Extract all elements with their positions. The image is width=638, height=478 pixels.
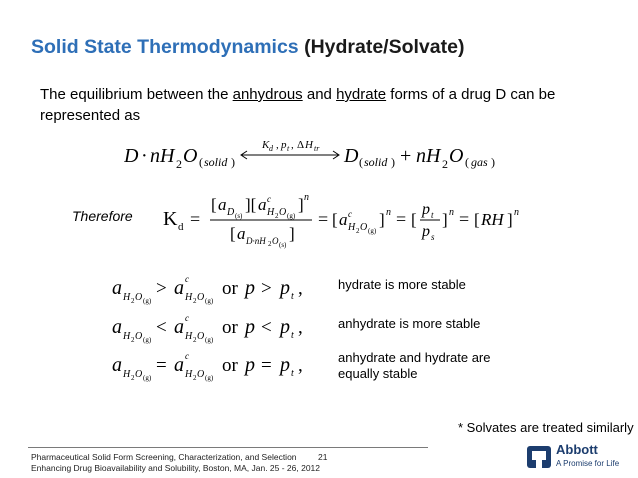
svg-text:]: ] xyxy=(289,224,295,243)
svg-text:c: c xyxy=(267,194,271,204)
svg-text:[: [ xyxy=(211,195,217,214)
svg-text:>: > xyxy=(156,278,167,299)
svg-text:,: , xyxy=(298,355,303,376)
svg-text:>: > xyxy=(261,278,272,299)
svg-text:]: ] xyxy=(298,195,304,214)
svg-text:,: , xyxy=(291,139,294,151)
svg-text:O: O xyxy=(135,331,143,342)
svg-text:2: 2 xyxy=(268,240,272,248)
svg-text:or: or xyxy=(222,355,238,376)
svg-text:O: O xyxy=(197,292,205,303)
svg-text:=: = xyxy=(261,355,272,376)
svg-text:(s): (s) xyxy=(235,212,243,220)
svg-text:]: ] xyxy=(507,210,513,229)
intro-part1: The equilibrium between the xyxy=(40,86,233,103)
condition-row-1 xyxy=(112,270,632,310)
svg-text:]: ] xyxy=(442,210,448,229)
svg-text:a: a xyxy=(218,195,227,214)
svg-text:d: d xyxy=(269,144,273,153)
svg-text:H: H xyxy=(123,331,131,342)
svg-text:t: t xyxy=(287,144,290,153)
equilibrium-equation xyxy=(124,135,584,175)
intro-text xyxy=(40,84,620,126)
svg-text:,: , xyxy=(298,278,303,299)
svg-text:s: s xyxy=(431,232,435,242)
svg-text:O: O xyxy=(135,369,143,380)
svg-text:H: H xyxy=(185,331,193,342)
svg-text:[: [ xyxy=(230,224,236,243)
svg-text:a: a xyxy=(258,195,267,214)
svg-text:,: , xyxy=(276,139,279,151)
page-number: 21 xyxy=(318,452,328,462)
svg-text:a: a xyxy=(237,224,246,243)
svg-text:p: p xyxy=(245,316,255,338)
svg-text:a: a xyxy=(174,316,184,338)
svg-text:=: = xyxy=(318,209,329,229)
condition-3-note: anhydrate and hydrate are equally stable xyxy=(338,350,491,381)
svg-text:·: · xyxy=(141,145,148,167)
svg-text:K: K xyxy=(262,139,270,151)
svg-text:or: or xyxy=(222,278,238,299)
svg-text:n: n xyxy=(304,192,309,203)
intro-anhydrous: anhydrous xyxy=(232,86,303,103)
svg-text:a: a xyxy=(174,277,184,299)
svg-text:(s): (s) xyxy=(279,241,287,249)
svg-text:solid: solid xyxy=(364,155,388,169)
svg-text:O: O xyxy=(135,292,143,303)
svg-text:2: 2 xyxy=(193,374,197,382)
svg-text:RH: RH xyxy=(481,210,504,229)
intro-and: and xyxy=(302,86,337,103)
svg-text:H: H xyxy=(267,207,275,218)
svg-text:p: p xyxy=(280,316,290,338)
therefore-label: Therefore xyxy=(72,208,133,224)
kd-equation xyxy=(70,190,570,250)
svg-text:2: 2 xyxy=(193,297,197,305)
svg-text:H: H xyxy=(185,369,193,380)
svg-text:2: 2 xyxy=(193,336,197,344)
svg-text:p: p xyxy=(280,354,290,376)
svg-text:2: 2 xyxy=(131,297,135,305)
svg-text:H: H xyxy=(185,292,193,303)
svg-text:=: = xyxy=(396,209,407,229)
svg-text:[: [ xyxy=(332,210,338,229)
svg-text:c: c xyxy=(348,209,352,219)
condition-1-note: hydrate is more stable xyxy=(338,277,466,292)
svg-text:c: c xyxy=(185,351,189,361)
solvate-note: * Solvates are treated similarly xyxy=(458,420,634,435)
svg-text:): ) xyxy=(391,155,395,169)
svg-text:d: d xyxy=(178,221,184,233)
svg-text:a: a xyxy=(112,316,122,338)
svg-text:t: t xyxy=(291,330,294,341)
condition-3-formula xyxy=(112,347,342,387)
svg-text:2: 2 xyxy=(131,336,135,344)
logo-tagline: A Promise for Life xyxy=(556,459,620,468)
svg-text:c: c xyxy=(185,274,189,284)
title-paren: (Hydrate/Solvate) xyxy=(304,36,465,58)
svg-text:t: t xyxy=(291,291,294,302)
footer-line-2: Enhancing Drug Bioavailability and Solubility, Boston, MA, Jan. 25 - 26, 2012 xyxy=(31,463,321,473)
svg-text:D·nH: D·nH xyxy=(246,236,266,246)
title-main: Solid State Thermodynamics xyxy=(31,36,299,58)
svg-text:): ) xyxy=(231,155,235,169)
svg-text:]: ] xyxy=(379,210,385,229)
svg-text:(: ( xyxy=(465,155,469,169)
svg-text:c: c xyxy=(185,313,189,323)
svg-text:a: a xyxy=(112,277,122,299)
svg-text:nH: nH xyxy=(150,145,175,167)
svg-text:p: p xyxy=(422,223,430,240)
intro-hydrate: hydrate xyxy=(336,86,387,103)
svg-text:p: p xyxy=(245,277,255,299)
svg-text:+: + xyxy=(400,145,412,167)
svg-text:][: ][ xyxy=(245,195,257,214)
svg-text:p: p xyxy=(281,139,287,151)
svg-text:n: n xyxy=(386,207,391,218)
svg-text:2: 2 xyxy=(275,212,279,220)
svg-text:solid: solid xyxy=(204,155,228,169)
svg-text:(g): (g) xyxy=(287,212,296,220)
svg-text:H: H xyxy=(348,222,356,233)
svg-text:(g): (g) xyxy=(143,336,152,344)
svg-text:H: H xyxy=(123,369,131,380)
svg-text:(g): (g) xyxy=(205,336,214,344)
svg-text:O: O xyxy=(197,369,205,380)
svg-text:<: < xyxy=(156,317,167,338)
intro-part2: forms of a drug D can be represented as xyxy=(40,86,556,124)
svg-text:H: H xyxy=(305,139,313,151)
svg-text:2: 2 xyxy=(131,374,135,382)
svg-text:O: O xyxy=(279,207,287,218)
footer-line-1: Pharmaceutical Solid Form Screening, Characterization, and Selection xyxy=(31,452,297,462)
svg-text:a: a xyxy=(174,354,184,376)
condition-row-3 xyxy=(112,347,632,387)
svg-text:,: , xyxy=(298,317,303,338)
svg-text:p: p xyxy=(422,201,430,218)
svg-text:p: p xyxy=(280,277,290,299)
condition-row-2 xyxy=(112,309,632,349)
svg-text:=: = xyxy=(156,355,167,376)
svg-text:(g): (g) xyxy=(205,297,214,305)
svg-text:O: O xyxy=(360,222,368,233)
svg-text:K: K xyxy=(163,208,178,230)
logo-name: Abbott xyxy=(556,442,598,457)
svg-text:=: = xyxy=(459,209,470,229)
svg-text:t: t xyxy=(431,210,434,220)
svg-text:(g): (g) xyxy=(368,227,377,235)
slide-title xyxy=(31,36,464,59)
svg-text:[: [ xyxy=(474,210,480,229)
svg-text:or: or xyxy=(222,317,238,338)
svg-text:[: [ xyxy=(411,210,417,229)
svg-text:Δ: Δ xyxy=(297,139,305,151)
svg-text:(g): (g) xyxy=(205,374,214,382)
footer-text xyxy=(31,452,320,474)
svg-text:O: O xyxy=(197,331,205,342)
svg-text:<: < xyxy=(261,317,272,338)
svg-text:D: D xyxy=(227,207,235,218)
svg-text:gas: gas xyxy=(471,155,488,169)
condition-2-formula xyxy=(112,309,342,349)
svg-text:O: O xyxy=(272,236,279,246)
svg-text:t: t xyxy=(291,368,294,379)
svg-text:a: a xyxy=(112,354,122,376)
svg-text:D: D xyxy=(344,145,359,167)
condition-2-note: anhydrate is more stable xyxy=(338,316,481,331)
footer-divider xyxy=(28,447,428,448)
svg-text:O: O xyxy=(183,145,198,167)
svg-text:2: 2 xyxy=(442,157,448,171)
svg-text:n: n xyxy=(514,207,519,218)
svg-text:2: 2 xyxy=(176,157,182,171)
condition-1-formula xyxy=(112,270,342,310)
svg-text:a: a xyxy=(339,210,348,229)
svg-text:(: ( xyxy=(199,155,203,169)
svg-text:=: = xyxy=(190,209,201,229)
svg-text:D: D xyxy=(124,145,139,167)
svg-text:tr: tr xyxy=(314,144,320,153)
svg-text:2: 2 xyxy=(356,227,360,235)
svg-text:(g): (g) xyxy=(143,297,152,305)
svg-text:O: O xyxy=(449,145,464,167)
svg-text:): ) xyxy=(491,155,495,169)
svg-text:p: p xyxy=(245,354,255,376)
svg-text:n: n xyxy=(449,207,454,218)
svg-text:(: ( xyxy=(359,155,363,169)
svg-text:H: H xyxy=(123,292,131,303)
svg-text:(g): (g) xyxy=(143,374,152,382)
svg-text:nH: nH xyxy=(416,145,441,167)
